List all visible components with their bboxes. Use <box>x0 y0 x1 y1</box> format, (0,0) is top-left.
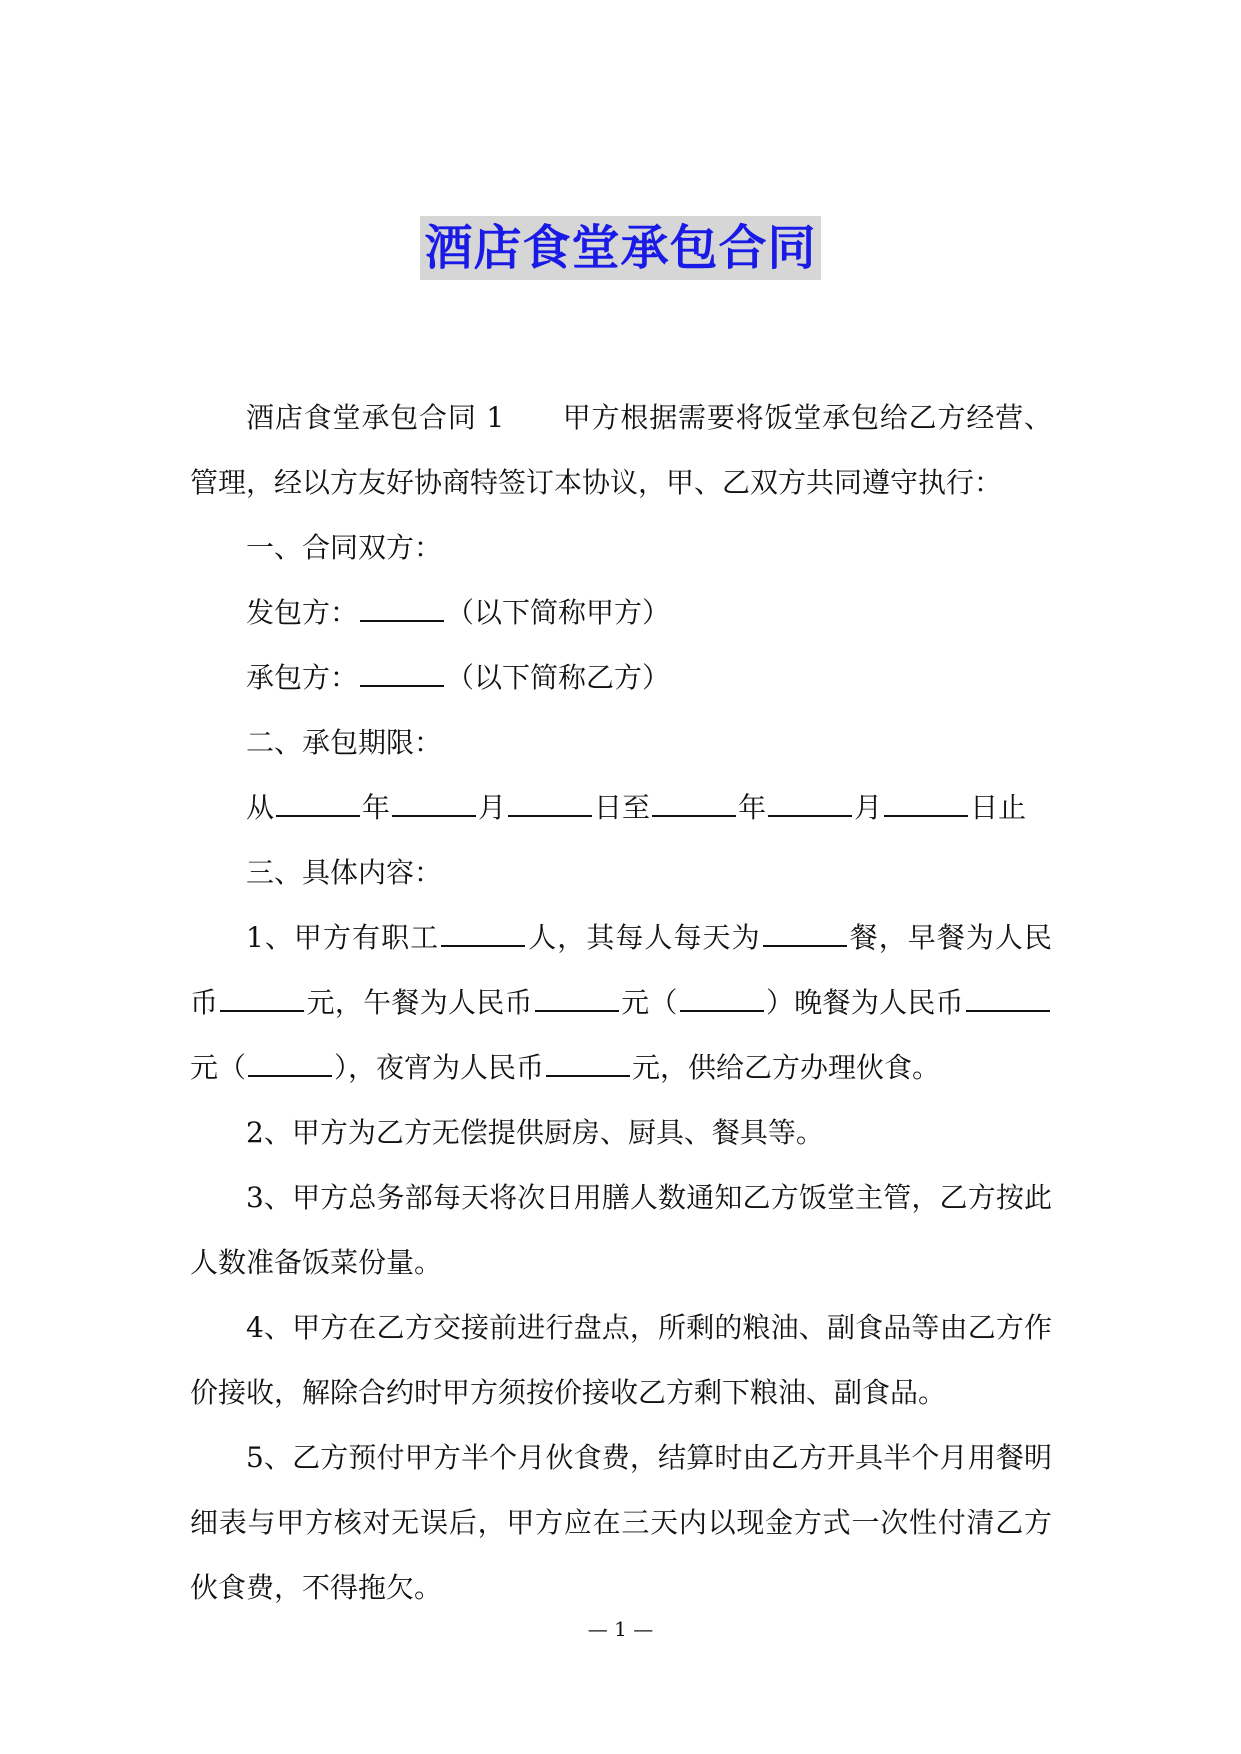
party-a-label: 发包方： <box>246 596 359 629</box>
item-1-blank <box>680 984 764 1012</box>
section-1-heading: 一、合同双方： <box>246 531 443 564</box>
party-a-suffix: （以下简称甲方） <box>446 596 671 629</box>
item-1-blank <box>220 984 304 1012</box>
term-blank <box>276 789 360 817</box>
page-number: — 1 — <box>587 1617 654 1641</box>
party-b-blank <box>360 659 444 687</box>
term-year1: 年 <box>362 791 391 824</box>
item-1-text: 元，供给乙方办理伙食。 <box>632 1051 941 1084</box>
section-3-heading: 三、具体内容： <box>246 856 443 889</box>
title-container <box>0 216 1241 280</box>
item-1-blank <box>248 1049 332 1077</box>
item-1-text: 元，午餐为人民币 <box>306 986 533 1019</box>
term-from: 从 <box>246 791 275 824</box>
party-b-suffix: （以下简称乙方） <box>446 661 671 694</box>
party-a-blank <box>360 594 444 622</box>
term-blank <box>508 789 592 817</box>
item-1-text: ），夜宵为人民币 <box>334 1051 545 1084</box>
term-month1: 月 <box>478 791 507 824</box>
term-blank <box>768 789 852 817</box>
document-title: 酒店食堂承包合同 <box>420 216 820 280</box>
intro-paragraph: 酒店食堂承包合同 1 甲方根据需要将饭堂承包给乙方经营、管理，经以方友好协商特签订本协议，甲、乙双方共同遵守执行： <box>190 401 1052 499</box>
item-1-text: 元（ <box>620 986 678 1019</box>
item-4-paragraph: 4、甲方在乙方交接前进行盘点，所剩的粮油、副食品等由乙方作价接收，解除合约时甲方须按价接收乙方剩下粮油、副食品。 <box>190 1311 1052 1409</box>
item-1-blank <box>546 1049 630 1077</box>
party-b-label: 承包方： <box>246 661 359 694</box>
item-5-paragraph: 5、乙方预付甲方半个月伙食费，结算时由乙方开具半个月用餐明细表与甲方核对无误后，甲方应在三天内以现金方式一次性付清乙方伙食费，不得拖欠。 <box>190 1441 1052 1604</box>
item-2-paragraph: 2、甲方为乙方无偿提供厨房、厨具、餐具等。 <box>246 1116 824 1149</box>
term-day1: 日至 <box>594 791 651 824</box>
item-1-paragraph <box>190 905 1052 1100</box>
term-blank <box>884 789 968 817</box>
item-1-text: 元（ <box>190 1051 247 1084</box>
item-1-text: 1、甲方有职工 <box>246 921 440 954</box>
item-1-text: 餐，早餐为人民币 <box>190 921 1052 1019</box>
item-1-blank <box>535 984 619 1012</box>
section-2-heading: 二、承包期限： <box>246 726 443 759</box>
term-blank <box>652 789 736 817</box>
term-day2: 日止 <box>970 791 1027 824</box>
item-1-text: ）晚餐为人民币 <box>765 986 964 1019</box>
item-1-text: 人，其每人每天为 <box>527 921 761 954</box>
term-blank <box>392 789 476 817</box>
party-a-line <box>190 580 1052 645</box>
document-body <box>190 385 1052 1620</box>
item-3-paragraph: 3、甲方总务部每天将次日用膳人数通知乙方饭堂主管，乙方按此人数准备饭菜份量。 <box>190 1181 1052 1279</box>
term-month2: 月 <box>854 791 883 824</box>
item-1-blank <box>966 984 1050 1012</box>
item-1-blank <box>441 919 525 947</box>
party-b-line <box>190 645 1052 710</box>
item-1-blank <box>763 919 847 947</box>
term-year2: 年 <box>738 791 767 824</box>
term-line <box>190 775 1052 840</box>
